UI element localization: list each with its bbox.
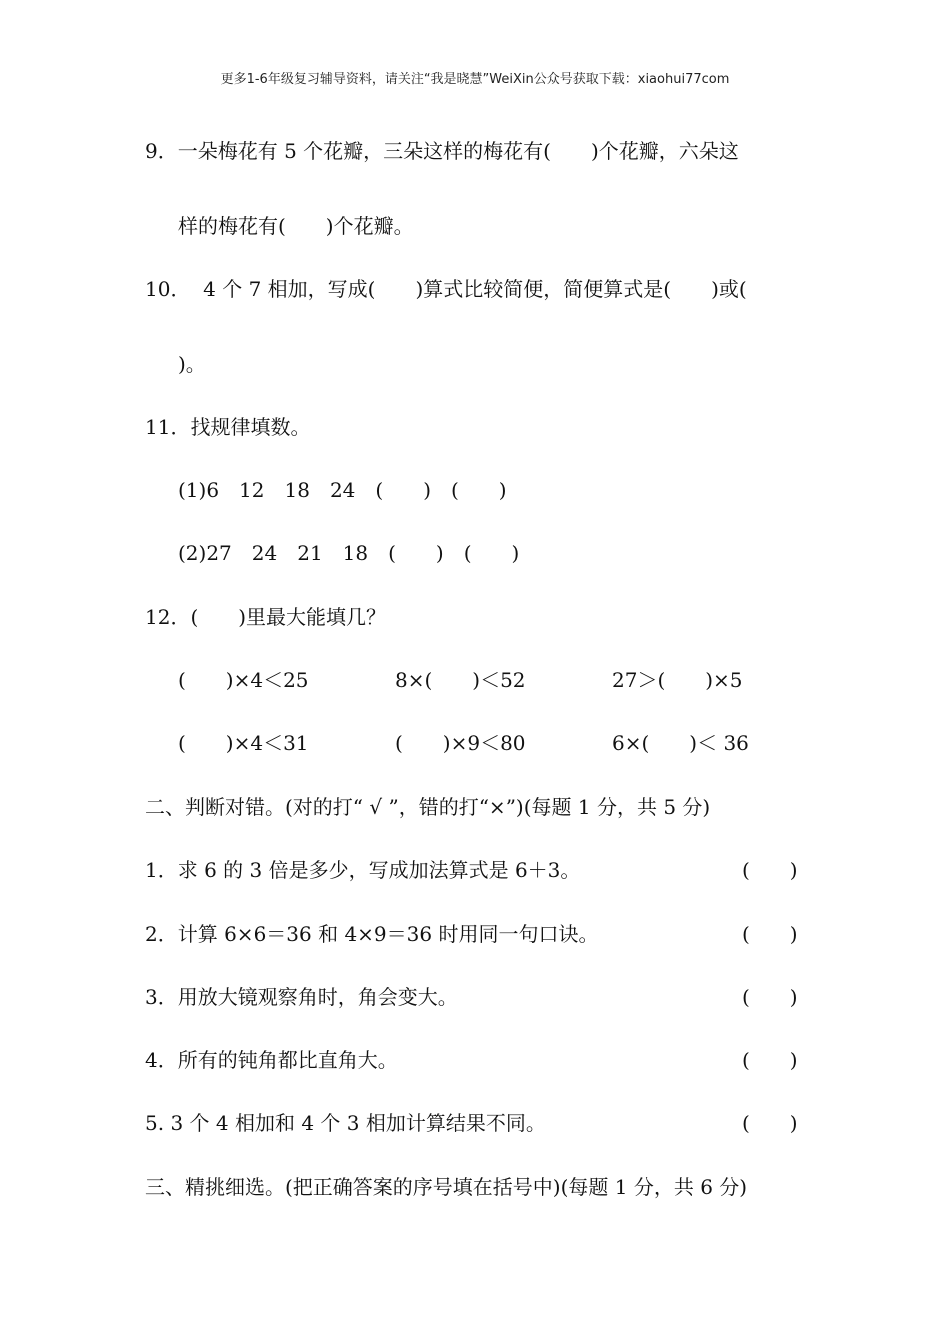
judge-item: 4．所有的钝角都比直角大。 — [145, 1048, 398, 1072]
judge-answer-paren: ( ) — [742, 985, 798, 1009]
q12-expression: 8×( )＜52 — [395, 668, 526, 692]
q12-expression: ( )×4＜25 — [178, 668, 309, 692]
judge-item: 2．计算 6×6＝36 和 4×9＝36 时用同一句口诀。 — [145, 922, 599, 946]
q12-expression: 27＞( )×5 — [612, 668, 743, 692]
judge-item: 3．用放大镜观察角时，角会变大。 — [145, 985, 458, 1009]
q9-line1: 9．一朵梅花有 5 个花瓣，三朵这样的梅花有( )个花瓣，六朵这 — [145, 139, 739, 163]
q11-sequence-2: (2)27 24 21 18 ( ) ( ) — [178, 541, 520, 565]
q12-expression: ( )×4＜31 — [178, 731, 309, 755]
q11-sequence-1: (1)6 12 18 24 ( ) ( ) — [178, 478, 507, 502]
q10-line2: )。 — [178, 352, 206, 376]
q10-line1: 10． 4 个 7 相加，写成( )算式比较简便，简便算式是( )或( — [145, 277, 747, 301]
judge-answer-paren: ( ) — [742, 1048, 798, 1072]
q12-expression: 6×( )＜ 36 — [612, 731, 749, 755]
judge-answer-paren: ( ) — [742, 1111, 798, 1135]
q9-line2: 样的梅花有( )个花瓣。 — [178, 214, 414, 238]
judge-item: 5. 3 个 4 相加和 4 个 3 相加计算结果不同。 — [145, 1111, 546, 1135]
q12-title: 12．( )里最大能填几？ — [145, 605, 387, 629]
q12-expression: ( )×9＜80 — [395, 731, 526, 755]
judge-section-title: 二、判断对错。(对的打“ √ ”，错的打“×”)(每题 1 分，共 5 分) — [145, 795, 711, 819]
judge-answer-paren: ( ) — [742, 858, 798, 882]
judge-item: 1．求 6 的 3 倍是多少，写成加法算式是 6＋3。 — [145, 858, 581, 882]
page-header: 更多1-6年级复习辅导资料，请关注“我是晓慧”WeiXin公众号获取下载：xiaohui77com — [220, 72, 730, 87]
choice-section-title: 三、精挑细选。(把正确答案的序号填在括号中)(每题 1 分，共 6 分) — [145, 1175, 748, 1199]
judge-answer-paren: ( ) — [742, 922, 798, 946]
q11-title: 11．找规律填数。 — [145, 415, 311, 439]
